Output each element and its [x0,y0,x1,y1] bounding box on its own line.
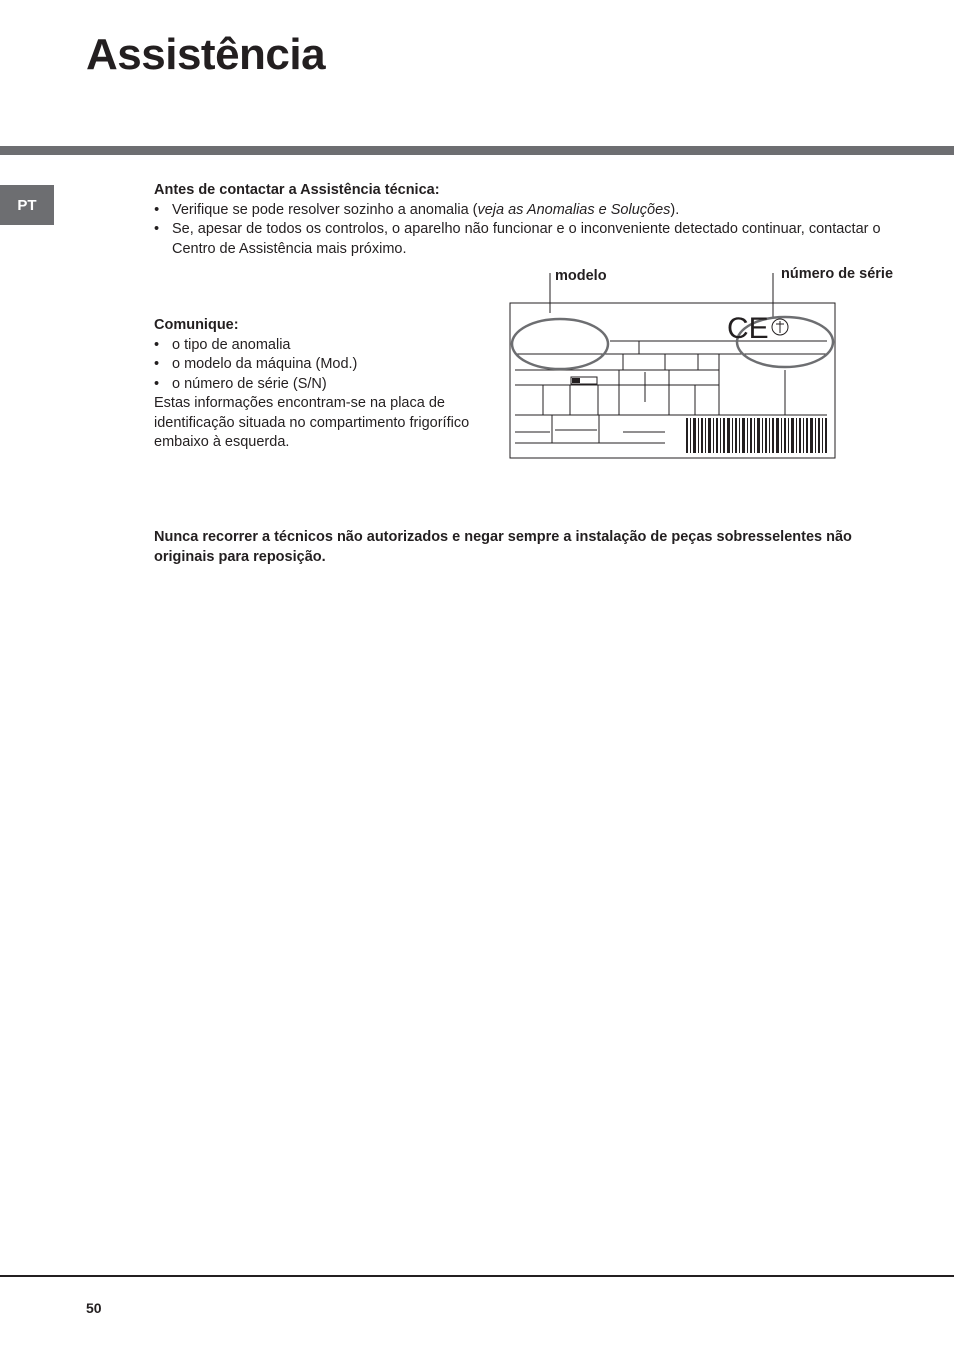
rating-plate-diagram [505,270,845,465]
bullet1-suffix: ). [670,201,680,218]
page-number: 50 [86,1300,102,1316]
bullet2-text: Se, apesar de todos os controlos, o aparelho não funcionar e o inconveniente detectado continuar, contactar o Centro de Assistência mais próximo. [172,221,881,257]
bullet-icon: • [154,336,160,353]
communicate-item: o tipo de anomalia [172,336,291,353]
communicate-item: o modelo da máquina (Mod.) [172,356,358,372]
language-tab: PT [0,185,54,225]
list-item [154,355,474,375]
communicate-heading: Comunique: [154,317,239,333]
list-item [154,220,894,259]
bullet-icon: • [154,356,160,372]
header-rule [0,146,954,155]
bullet1-italic: veja as Anomalias e Soluções [477,201,671,218]
model-highlight-ellipse [512,319,608,369]
barcode [686,418,827,453]
serial-number-label: número de série [781,266,894,282]
list-item [154,201,894,221]
communicate-section [154,316,474,453]
list-item [154,336,474,356]
ce-mark: CE [727,312,769,345]
bullet1-prefix: Verifique se pode resolver sozinho a anomalia ( [172,201,478,218]
footer-rule [0,1275,954,1277]
warning-text: Nunca recorrer a técnicos não autorizados e negar sempre a instalação de peças sobresselentes não originais para reposição. [154,529,852,565]
bullet-icon: • [154,201,160,218]
page-title: Assistência [86,30,326,79]
model-label: modelo [555,268,607,284]
before-contact-heading: Antes de contactar a Assistência técnica: [154,182,440,198]
before-contact-section [154,181,894,259]
bullet-icon: • [154,221,160,237]
bullet-icon: • [154,375,160,392]
list-item [154,375,474,395]
plate-outline [510,303,835,458]
communicate-item: o número de série (S/N) [172,375,327,392]
communicate-note: Estas informações encontram-se na placa de identificação situada no compartimento frigorífico embaixo à esquerda. [154,395,470,450]
